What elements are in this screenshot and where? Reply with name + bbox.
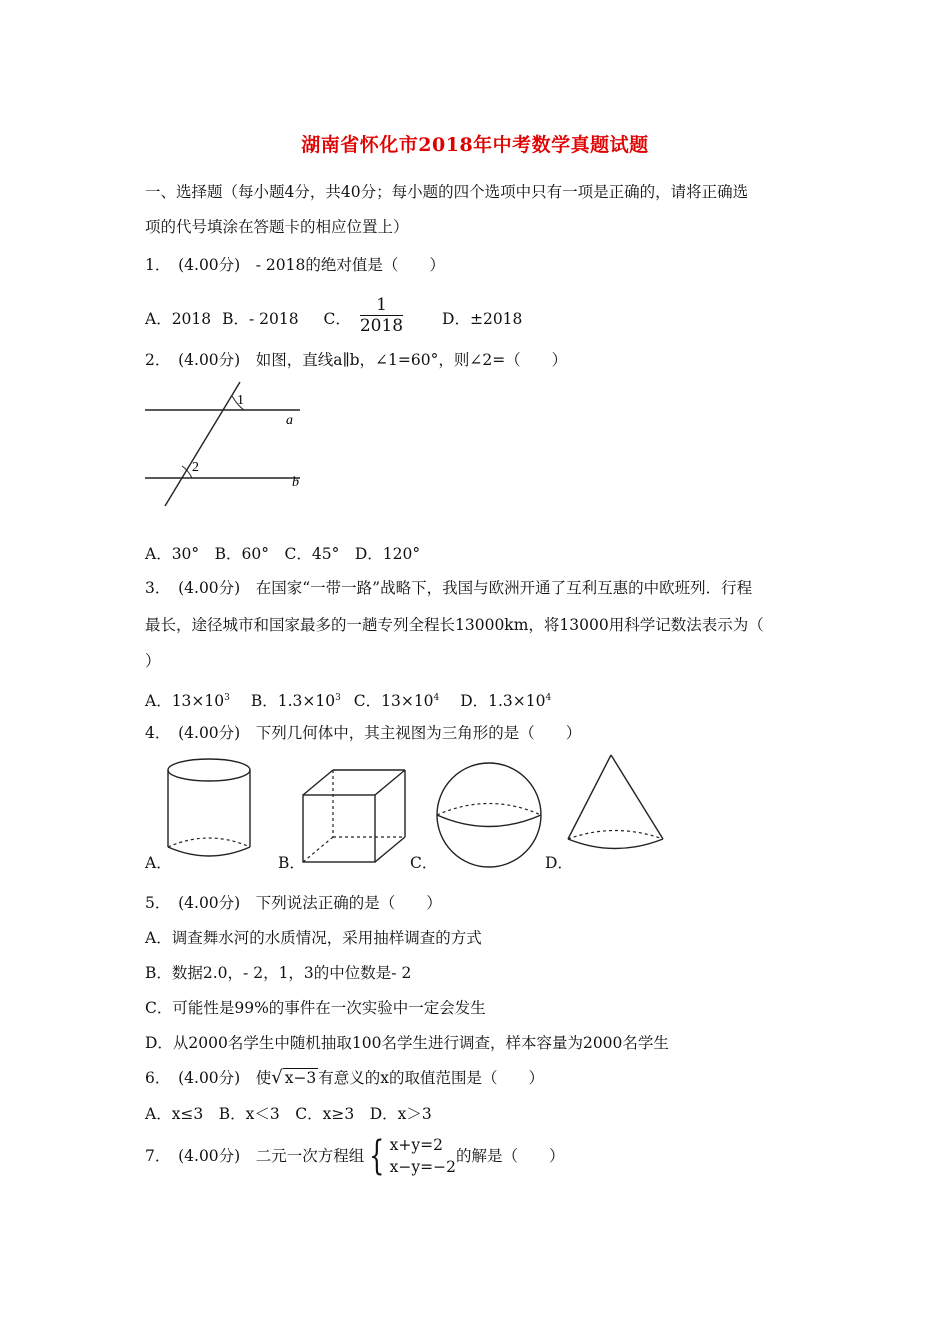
sphere-figure — [432, 760, 547, 872]
section-instructions-line1: 一、选择题（每小题4分，共40分；每小题的四个选项中只有一项是正确的，请将正确选 — [145, 183, 749, 201]
q5-option-c: C．可能性是99%的事件在一次实验中一定会发生 — [145, 999, 486, 1017]
cone-figure — [565, 752, 670, 867]
q3-option-d: D．$1.3\times 10^4$ — [460, 692, 552, 710]
q2-options: A．30° B．60° C．45° D．120° — [145, 545, 421, 563]
q3-options — [145, 687, 551, 712]
q4-stem: 4． (4.00分) 下列几何体中，其主视图为三角形的是（ ） — [145, 724, 582, 742]
q6-options: A．x≤3 B．x＜3 C．x≥3 D．x＞3 — [145, 1105, 432, 1123]
q3-option-a: A．$13\times 10^3$ — [145, 692, 230, 710]
q1-option-c: C． — [323, 310, 351, 328]
q3-option-b: B．$1.3\times 10^3$ — [250, 692, 341, 710]
line-b-label: b — [292, 475, 299, 490]
q3-option-c: C．$13\times 10^4$ — [353, 692, 440, 710]
q5-option-a: A．调查舞水河的水质情况，采用抽样调查的方式 — [145, 929, 482, 947]
line-a-label: a — [286, 413, 293, 428]
q7-equation-system — [390, 1134, 456, 1178]
q4-option-a: A． — [145, 854, 172, 872]
cube-figure — [295, 765, 415, 870]
q7-equation-1: x+y=2 — [389, 1136, 444, 1154]
q6-radicand: x−3 — [284, 1069, 317, 1087]
q5-option-d: D．从2000名学生中随机抽取100名学生进行调查，样本容量为2000名学生 — [145, 1034, 669, 1052]
q4-option-d: D． — [545, 854, 573, 872]
q5-stem: 5． (4.00分) 下列说法正确的是（ ） — [145, 894, 442, 912]
section-instructions-line2: 项的代号填涂在答题卡的相应位置上） — [145, 218, 409, 236]
q7-stem: 7． (4.00分) 二元一次方程组 { x+y=2 x−y=−2 的解是（ ） — [145, 1133, 565, 1179]
page-title: 湖南省怀化市2018年中考数学真题试题 — [301, 134, 649, 156]
q6-stem: 6． (4.00分) 使√ x−3 有意义的x的取值范围是（ ） — [145, 1067, 545, 1088]
q4-option-c: C． — [410, 854, 438, 872]
q3-stem-line2: 最长，途径城市和国家最多的一趟专列全程长13000km，将13000用科学记数法表示为（ — [145, 616, 764, 634]
q5-option-b: B．数据2.0，- 2，1，3的中位数是- 2 — [145, 964, 412, 982]
q3-stem-line3: ） — [145, 652, 161, 670]
angle-1-label: 1 — [237, 393, 244, 408]
q1-option-b: B．- 2018 — [222, 310, 299, 328]
q7-brace: { — [369, 1133, 385, 1179]
q3-stem-line1: 3． (4.00分) 在国家“一带一路”战略下，我国与欧洲开通了互利互惠的中欧班列．行程 — [145, 579, 753, 597]
q7-equation-2: x−y=−2 — [389, 1158, 456, 1176]
q2-stem: 2． (4.00分) 如图，直线a∥b，∠1=60°，则∠2=（ ） — [145, 351, 568, 369]
q1-option-d: D．±2018 — [442, 310, 523, 328]
q1-fraction-denominator: 2018 — [359, 316, 404, 336]
angle-2-label: 2 — [192, 460, 199, 475]
q1-stem: 1． (4.00分) - 2018的绝对值是（ ） — [145, 256, 445, 274]
q2-parallel-lines-figure — [140, 378, 320, 510]
q1-option-a: A．2018 — [145, 310, 212, 328]
transversal — [165, 382, 240, 506]
cylinder-figure — [160, 755, 260, 870]
q1-fraction-numerator: 1 — [360, 296, 403, 316]
q1-fraction — [360, 296, 403, 336]
q1-options — [145, 295, 523, 340]
q4-option-b: B． — [278, 854, 305, 872]
